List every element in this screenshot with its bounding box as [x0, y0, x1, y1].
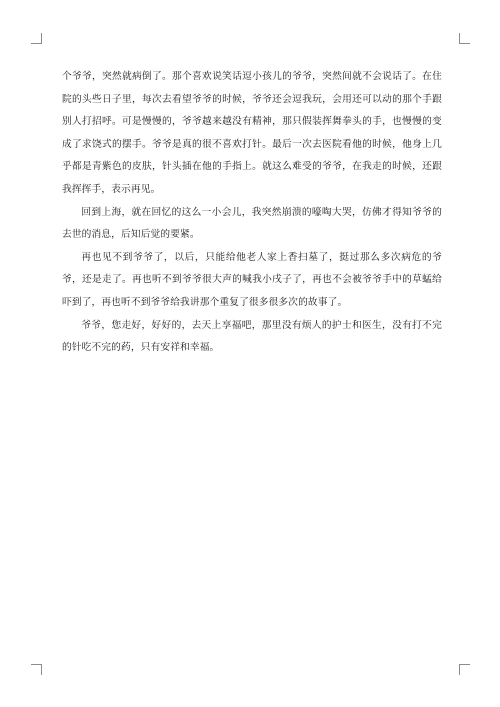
paragraph: 再也见不到爷爷了，以后，只能给他老人家上香扫墓了，挺过那么多次病危的爷爷，还是走了。再也听不到爷爷很大声的喊我小戌子了，再也不会被爷爷手中的草蜢给吓到了，再也听不到爷爷给我讲那个重复了很多很多次的故事了。	[62, 251, 442, 308]
paragraph: 爷爷，您走好，好好的，去天上享福吧，那里没有烦人的护士和医生，没有打不完的针吃不完的药，只有安祥和幸福。	[62, 319, 442, 354]
top-right-margin-mark	[459, 33, 470, 44]
paragraph: 个爷爷，突然就病倒了。那个喜欢说笑话逗小孩儿的爷爷，突然间就不会说话了。在住院的头些日子里，每次去看望爷爷的时候，爷爷还会逗我玩，会用还可以动的那个手跟别人打招呼。可是慢慢的，爷爷越来越没有精神，那只假装挥舞拳头的手，也慢慢的变成了求饶式的摆手。爷爷是真的很不喜欢打针。最后一次去医院看他的时候，他身上几乎都是青紫色的皮肤，针头插在他的手指上。就这么难受的爷爷，在我走的时候，还跟我挥挥手，表示再见。	[62, 71, 442, 195]
bottom-right-margin-mark	[459, 664, 470, 675]
bottom-left-margin-mark	[31, 664, 42, 675]
top-left-margin-mark	[31, 33, 42, 44]
document-body	[62, 66, 442, 360]
paragraph: 回到上海，就在回忆的这么一小会儿，我突然崩溃的嚎啕大哭，仿佛才得知爷爷的去世的消息，后知后觉的要紧。	[62, 206, 442, 241]
